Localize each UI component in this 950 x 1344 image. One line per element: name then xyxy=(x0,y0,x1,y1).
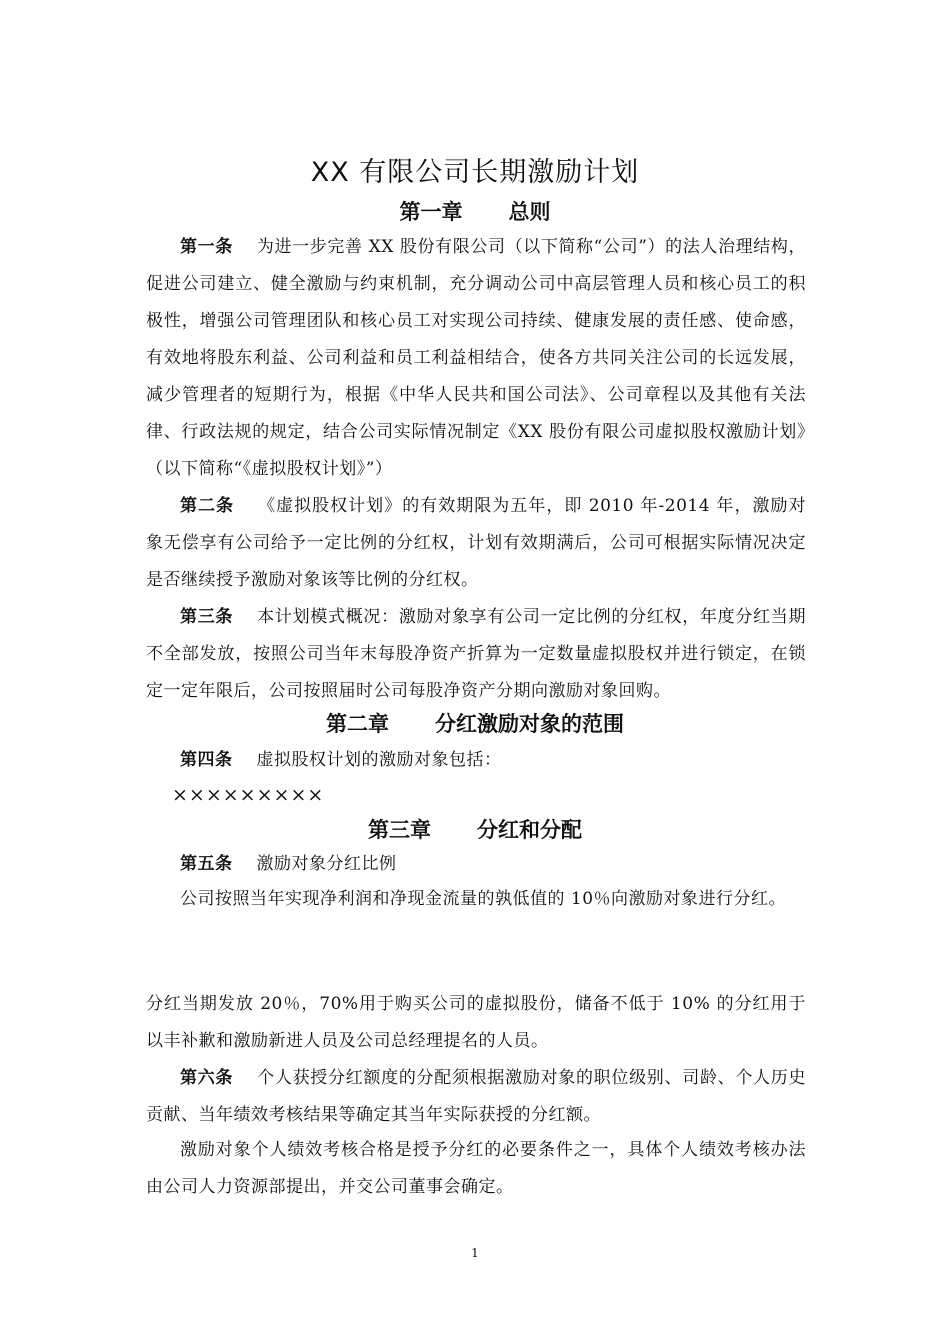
page-number: 1 xyxy=(471,1246,479,1260)
article-4-label: 第四条 xyxy=(180,750,233,770)
paragraph-profit-share-text: 公司按照当年实现净利润和净现金流量的孰低值的 10％向激励对象进行分红。 xyxy=(180,889,787,909)
chapter-3-label: 第三章 xyxy=(368,818,431,842)
chapter-2-heading xyxy=(0,709,950,739)
article-6-label: 第六条 xyxy=(180,1068,234,1088)
article-2-text: 《虚拟股权计划》的有效期限为五年，即 2010 年-2014 年，激励对象无偿享有公司给予一定比例的分红权，计划有效期满后，公司可根据实际情况决定是否继续授予激励对象该等比例的分红权。 xyxy=(146,496,807,590)
article-1-text: 为进一步完善 XX 股份有限公司（以下简称“公司”）的法人治理结构，促进公司建立、健全激励与约束机制，充分调动公司中高层管理人员和核心员工的积极性，增强公司管理团队和核心员工对实现公司持续、健康发展的责任感、使命感，有效地将股东利益、公司利益和员工利益相结合，使各方共同关注公司的长远发展，减少管理者的短期行为，根据《中华人民共和国公司法》、公司章程以及其他有关法律、行政法规的规定，结合公司实际情况制定《XX 股份有限公司虚拟股权激励计划》（以下简称“《虚拟股权计划》”） xyxy=(146,237,807,479)
paragraph-profit-share xyxy=(146,881,806,918)
chapter-2-name: 分红激励对象的范围 xyxy=(435,712,624,736)
article-3-text: 本计划模式概况：激励对象享有公司一定比例的分红权，年度分红当期不全部发放，按照公司当年末每股净资产折算为一定数量虚拟股权并进行锁定，在锁定一定年限后，公司按照届时公司每股净资产分期向激励对象回购。 xyxy=(146,607,807,701)
article-2-label: 第二条 xyxy=(180,496,235,516)
article-1-label: 第一条 xyxy=(180,237,233,257)
article-4 xyxy=(146,742,806,779)
chapter-2-label: 第二章 xyxy=(326,712,389,736)
paragraph-performance xyxy=(146,1132,806,1206)
article-1 xyxy=(146,229,806,488)
paragraph-performance-text: 激励对象个人绩效考核合格是授予分红的必要条件之一，具体个人绩效考核办法由公司人力资源部提出，并交公司董事会确定。 xyxy=(146,1140,806,1197)
article-6 xyxy=(146,1060,806,1134)
article-3 xyxy=(146,599,806,710)
chapter-1-heading xyxy=(0,197,950,227)
article-2 xyxy=(146,488,806,599)
article-5 xyxy=(146,846,806,883)
document-title: XX 有限公司长期激励计划 xyxy=(310,157,640,188)
chapter-1-name: 总则 xyxy=(508,200,551,224)
article-6-text: 个人获授分红额度的分配须根据激励对象的职位级别、司龄、个人历史贡献、当年绩效考核结果等确定其当年实际获授的分红额。 xyxy=(146,1068,807,1125)
article-5-label: 第五条 xyxy=(180,854,233,874)
chapter-1-label: 第一章 xyxy=(399,200,463,224)
article-5-text: 激励对象分红比例 xyxy=(256,854,397,874)
paragraph-distribution-text: 分红当期发放 20％，70%用于购买公司的虚拟股份，储备不低于 10% 的分红用于以丰补歉和激励新进人员及公司总经理提名的人员。 xyxy=(146,994,806,1051)
chapter-3-name: 分红和分配 xyxy=(477,818,582,842)
paragraph-distribution xyxy=(146,986,806,1060)
article-3-label: 第三条 xyxy=(180,607,234,627)
chapter-3-heading xyxy=(0,815,950,845)
placeholder-crosses: ××××××××× xyxy=(172,784,325,806)
article-4-text: 虚拟股权计划的激励对象包括： xyxy=(256,750,502,770)
